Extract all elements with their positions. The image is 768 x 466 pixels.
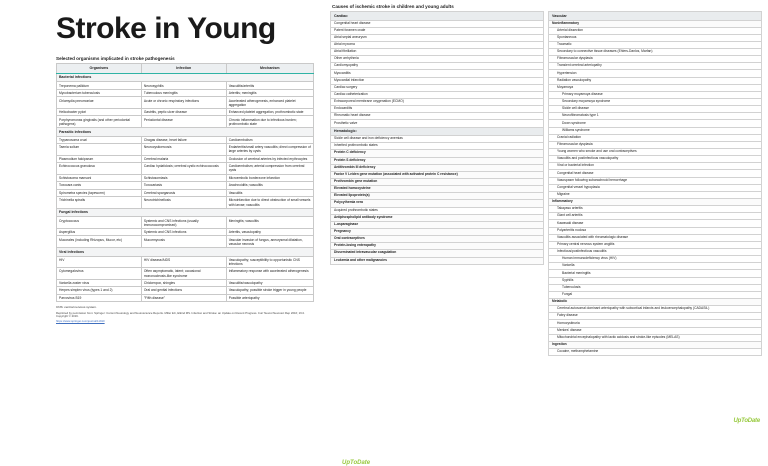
- table-cell: Gastritis, peptic ulcer disease: [141, 108, 226, 115]
- table-row: [57, 236, 314, 248]
- causes-item-label: Atrial myxoma: [331, 41, 544, 48]
- causes-table-vascular: [548, 11, 762, 356]
- table-row: [57, 89, 314, 96]
- table-section-label: Parasitic infections: [57, 128, 314, 137]
- list-item: [331, 84, 544, 91]
- list-item: [331, 99, 544, 106]
- table-cell: Taenia solium: [57, 144, 142, 156]
- causes-item-label: Prothrombin gene mutation: [331, 178, 544, 185]
- table-row: [57, 144, 314, 156]
- table-cell: Accelerated atherogenesis, enhanced platelet aggregation: [226, 97, 313, 109]
- table-cell: Tuberculous meningitis: [141, 89, 226, 96]
- causes-item-label: Congenital heart disease: [549, 170, 762, 177]
- table-cell: Meningitis; vasculitis: [226, 217, 313, 229]
- causes-item-label: Viral or bacterial infection: [549, 163, 762, 170]
- table-cell: Spirometra species (tapeworm): [57, 189, 142, 196]
- causes-item-label: Young women who smoke and use oral contraceptives: [549, 149, 762, 156]
- causes-item-label: Polyarteritis nodosa: [549, 227, 762, 234]
- causes-item-label: Extracorporeal membrane oxygenation (ECMO): [331, 99, 544, 106]
- causes-item-label: Vasculitis associated with rheumatologic disease: [549, 234, 762, 241]
- causes-item-label: Cerebral autosomal dominant arteriopathy with subcortical infarcts and leukoencephalopathy (CADASIL): [549, 306, 762, 313]
- list-item: [549, 177, 762, 184]
- list-item: [331, 228, 544, 235]
- causes-item-label: Traumatic: [549, 41, 762, 48]
- table-row: [57, 136, 314, 143]
- causes-right-column: [548, 11, 762, 356]
- list-item: [331, 34, 544, 41]
- causes-item-label: Tuberculosis: [549, 284, 762, 291]
- list-item: [331, 164, 544, 171]
- causes-item-label: Protein S deficiency: [331, 157, 544, 164]
- list-item: [331, 27, 544, 34]
- table-cell: Cardioembolism; arterial compression from cerebral cysts: [226, 163, 313, 175]
- causes-item-label: Infectious/postinfectious vasculitis: [549, 249, 762, 256]
- list-item: [549, 127, 762, 134]
- causes-section-header: Hematologic:: [331, 127, 544, 136]
- table-cell: Systemic and CNS infections: [141, 228, 226, 235]
- causes-item-label: Sickle cell disease: [549, 106, 762, 113]
- causes-item-label: Rheumatic heart disease: [331, 113, 544, 120]
- list-item: [549, 241, 762, 248]
- list-item: [549, 256, 762, 263]
- table-row: [57, 174, 314, 181]
- list-item: [331, 70, 544, 77]
- causes-item-label: Cardiac catheterization: [331, 91, 544, 98]
- table-cell: Neurosyphilis: [141, 82, 226, 89]
- table-row: [57, 287, 314, 294]
- table-row: [57, 189, 314, 196]
- list-item: [549, 163, 762, 170]
- causes-section-header: Vascular: [549, 12, 762, 21]
- list-item: [549, 134, 762, 141]
- causes-item-label: Pregnancy: [331, 228, 544, 235]
- causes-item-label: Migraine: [549, 191, 762, 198]
- list-item: [549, 298, 762, 305]
- list-item: [549, 341, 762, 348]
- table-cell: Arachnoiditis; vasculitis: [226, 182, 313, 189]
- causes-item-label: Factor V Leiden gene mutation (associated with activated protein C resistance): [331, 171, 544, 178]
- list-item: [331, 136, 544, 143]
- list-item: [331, 49, 544, 56]
- causes-item-label: Fibromuscular dysplasia: [549, 56, 762, 63]
- table-cell: Arteritis, vasculopathy: [226, 228, 313, 235]
- causes-item-label: Primary moyamoya disease: [549, 91, 762, 98]
- table-cell: Cerebral sparganosis: [141, 189, 226, 196]
- list-item: [549, 220, 762, 227]
- causes-item-label: Myocardial infarction: [331, 77, 544, 84]
- table-cell: Cardioembolism: [226, 136, 313, 143]
- causes-item-label: Homocystinuria: [549, 320, 762, 327]
- table-cell: Periodontal disease: [141, 116, 226, 128]
- causes-item-label: Cranial radiation: [549, 134, 762, 141]
- footnote-link[interactable]: https://www.springer.com/journal/11910: [56, 319, 105, 324]
- list-item: [331, 221, 544, 228]
- list-item: [549, 227, 762, 234]
- table-cell: Helicobacter pylori: [57, 108, 142, 115]
- table-cell: Endarteritis/small artery vasculitis; direct compression of large arteries by cysts: [226, 144, 313, 156]
- causes-item-label: Fungal: [549, 291, 762, 298]
- table-cell: Schistosomiasis: [141, 174, 226, 181]
- table-cell: Microembolic borderzone infarction: [226, 174, 313, 181]
- causes-item-label: Takayasu arteritis: [549, 206, 762, 213]
- causes-section-header-row: [549, 12, 762, 21]
- list-item: [331, 171, 544, 178]
- uptodate-logo-right: UpToDate: [733, 418, 760, 424]
- list-item: [549, 191, 762, 198]
- list-item: [331, 77, 544, 84]
- list-item: [331, 56, 544, 63]
- table-cell: Plasmodium falciparum: [57, 155, 142, 162]
- column-header-infection: Infection: [141, 64, 226, 74]
- list-item: [331, 214, 544, 221]
- table-cell: Inflammatory response with accelerated atherogenesis: [226, 268, 313, 280]
- causes-left-column: [330, 11, 544, 356]
- list-item: [331, 63, 544, 70]
- causes-item-label: Mitochondrial encephalopathy with lactic acidosis and stroke-like episodes (MELAS): [549, 334, 762, 341]
- causes-item-label: Transient cerebral arteriopathy: [549, 63, 762, 70]
- causes-item-label: Inflammatory: [549, 199, 762, 206]
- causes-item-label: Leukemia and other malignancies: [331, 257, 544, 264]
- list-item: [331, 178, 544, 185]
- table-row: [57, 279, 314, 286]
- causes-item-label: Disseminated intravascular coagulation: [331, 250, 544, 257]
- column-header-mechanism: Mechanism: [226, 64, 313, 74]
- causes-item-label: Polycythemia vera: [331, 200, 544, 207]
- list-item: [331, 257, 544, 264]
- list-item: [331, 193, 544, 200]
- table-cell: Chickenpox, shingles: [141, 279, 226, 286]
- table-cell: Vasculitis/arteritis: [226, 82, 313, 89]
- list-item: [549, 91, 762, 98]
- causes-section-header: Cardiac:: [331, 12, 544, 21]
- list-item: [331, 120, 544, 127]
- list-item: [549, 291, 762, 298]
- table-cell: Systemic and CNS infections (usually immunocompromised): [141, 217, 226, 229]
- table-cell: Varicella zoster virus: [57, 279, 142, 286]
- table-cell: Vascular invasion of fungus, aneurysmal dilatation, vascular necrosis: [226, 236, 313, 248]
- causes-item-label: Ingestion: [549, 341, 762, 348]
- list-item: [549, 149, 762, 156]
- table-row: [57, 163, 314, 175]
- table-cell: Aspergillus: [57, 228, 142, 235]
- causes-item-label: Acquired prothrombotic states: [331, 207, 544, 214]
- table-cell: Vasculopathy; susceptibility to opportunistic CNS infections: [226, 256, 313, 268]
- causes-item-label: Human immunodeficiency virus (HIV): [549, 256, 762, 263]
- organisms-table-caption: Selected organisms implicated in stroke pathogenesis: [56, 56, 175, 61]
- causes-item-label: Noninflammatory: [549, 20, 762, 27]
- list-item: [331, 20, 544, 27]
- causes-item-label: Fabry disease: [549, 313, 762, 320]
- list-item: [331, 186, 544, 193]
- list-item: [549, 206, 762, 213]
- table-cell: Often asymptomatic, latent; occasional mononucleosis-like syndrome: [141, 268, 226, 280]
- table-cell: Chagas disease, heart failure: [141, 136, 226, 143]
- list-item: [331, 250, 544, 257]
- list-item: [549, 199, 762, 206]
- list-item: [549, 141, 762, 148]
- list-item: [331, 157, 544, 164]
- list-item: [331, 243, 544, 250]
- table-cell: Occlusion of cerebral arteries by infected erythrocytes: [226, 155, 313, 162]
- causes-item-label: Congenital heart disease: [331, 20, 544, 27]
- causes-item-label: Atrial fibrillation: [331, 49, 544, 56]
- table-cell: "Fifth disease": [141, 294, 226, 301]
- table-row: [57, 82, 314, 89]
- list-item: [549, 270, 762, 277]
- table-section-label: Viral infections: [57, 248, 314, 257]
- table-row: [57, 268, 314, 280]
- table-cell: Possible arteriopathy: [226, 294, 313, 301]
- list-item: [549, 313, 762, 320]
- causes-item-label: Kawasaki disease: [549, 220, 762, 227]
- table-cell: Microinfarction due to direct obstruction of small vessels with larvae; vasculitis: [226, 197, 313, 209]
- list-item: [549, 320, 762, 327]
- causes-item-label: Moyamoya: [549, 84, 762, 91]
- table-cell: Vasculitis/vasculopathy: [226, 279, 313, 286]
- table-row: [57, 294, 314, 301]
- footnote-reprint: Reprinted by permission from: Springer: Current Neurology and Neuroscience Reports. Miller EC, Elkind MS. Infection and Stroke: an Update on Recent Progress. Curr Neurol Neurosci Rep 2016; 16:2. Copyright © 2016.: [56, 310, 305, 319]
- list-item: [331, 113, 544, 120]
- causes-item-label: Congenital vessel hypoplasia: [549, 184, 762, 191]
- table-row: [57, 217, 314, 229]
- table-cell: Cytomegalovirus: [57, 268, 142, 280]
- list-item: [549, 49, 762, 56]
- table-header-row: [57, 64, 314, 74]
- causes-item-label: Atrial septal aneurysm: [331, 34, 544, 41]
- list-item: [549, 56, 762, 63]
- table-cell: Treponema pallidum: [57, 82, 142, 89]
- causes-item-label: Arterial dissection: [549, 27, 762, 34]
- list-item: [549, 84, 762, 91]
- list-item: [549, 170, 762, 177]
- table-cell: Neurotrichinellosis: [141, 197, 226, 209]
- table-cell: Cardiac hydatidosis; cerebral cystic echinococcosis: [141, 163, 226, 175]
- table-cell: Parvovirus B19: [57, 294, 142, 301]
- table-row: [57, 197, 314, 209]
- causes-item-label: Sickle cell disease and iron deficiency anemias: [331, 136, 544, 143]
- causes-item-label: Elevated homocysteine: [331, 186, 544, 193]
- list-item: [331, 200, 544, 207]
- table-cell: Cerebral malaria: [141, 155, 226, 162]
- list-item: [549, 34, 762, 41]
- list-item: [331, 236, 544, 243]
- causes-item-label: Endocarditis: [331, 106, 544, 113]
- causes-item-label: Cardiac surgery: [331, 84, 544, 91]
- table-cell: Chronic inflammation due to infectious burden; prothrombotic state: [226, 116, 313, 128]
- list-item: [549, 263, 762, 270]
- table-cell: Porphyromonas gingivalis (and other periodontal pathogens): [57, 116, 142, 128]
- causes-item-label: Down syndrome: [549, 120, 762, 127]
- causes-item-label: Syphilis: [549, 277, 762, 284]
- list-item: [549, 234, 762, 241]
- causes-item-label: Oral contraceptives: [331, 236, 544, 243]
- table-section-row: [57, 128, 314, 137]
- list-item: [549, 20, 762, 27]
- table-section-label: Fungal infections: [57, 208, 314, 217]
- causes-item-label: Inherited prothrombotic states: [331, 143, 544, 150]
- table-cell: Mucorales (including Rhizopus, Mucor, etc): [57, 236, 142, 248]
- table-cell: Schistosoma mansoni: [57, 174, 142, 181]
- causes-item-label: Hypertension: [549, 70, 762, 77]
- causes-item-label: Antithrombin III deficiency: [331, 164, 544, 171]
- causes-item-label: Varicella: [549, 263, 762, 270]
- list-item: [549, 41, 762, 48]
- organisms-table: [56, 63, 314, 302]
- causes-item-label: Prosthetic valve: [331, 120, 544, 127]
- page-title: Stroke in Young: [56, 12, 276, 45]
- list-item: [549, 306, 762, 313]
- causes-item-label: Secondary moyamoya syndrome: [549, 99, 762, 106]
- list-item: [331, 143, 544, 150]
- table-row: [57, 116, 314, 128]
- causes-section-header-row: [331, 127, 544, 136]
- causes-item-label: Menkes' disease: [549, 327, 762, 334]
- list-item: [331, 91, 544, 98]
- list-item: [549, 284, 762, 291]
- causes-item-label: Williams syndrome: [549, 127, 762, 134]
- table-footnotes: [56, 305, 314, 323]
- causes-item-label: Antiphospholipid antibody syndrome: [331, 214, 544, 221]
- table-cell: Mucormycosis: [141, 236, 226, 248]
- causes-item-label: Radiation vasculopathy: [549, 77, 762, 84]
- list-item: [549, 70, 762, 77]
- list-item: [549, 27, 762, 34]
- causes-item-label: Protein C deficiency: [331, 150, 544, 157]
- causes-item-label: Vasculitis and postinfectious vasculopathy: [549, 156, 762, 163]
- causes-item-label: Primary central nervous system angiitis: [549, 241, 762, 248]
- causes-item-label: Fibromuscular dysplasia: [549, 141, 762, 148]
- list-item: [331, 41, 544, 48]
- table-section-row: [57, 208, 314, 217]
- table-cell: Chlamydia pneumoniae: [57, 97, 142, 109]
- table-cell: Trypanosoma cruzi: [57, 136, 142, 143]
- causes-item-label: Metabolic: [549, 298, 762, 305]
- table-row: [57, 182, 314, 189]
- causes-item-label: Spontaneous: [549, 34, 762, 41]
- list-item: [331, 207, 544, 214]
- table-cell: HIV: [57, 256, 142, 268]
- list-item: [549, 334, 762, 341]
- table-row: [57, 228, 314, 235]
- table-row: [57, 256, 314, 268]
- table-section-row: [57, 73, 314, 82]
- list-item: [331, 106, 544, 113]
- uptodate-logo-left: UpToDate: [342, 460, 371, 466]
- table-row: [57, 155, 314, 162]
- causes-item-label: Other arrhythmia: [331, 56, 544, 63]
- table-cell: Oral and genital infections: [141, 287, 226, 294]
- table-cell: Toxocara canis: [57, 182, 142, 189]
- table-cell: Toxocariasis: [141, 182, 226, 189]
- causes-item-label: Cardiomyopathy: [331, 63, 544, 70]
- table-row: [57, 97, 314, 109]
- list-item: [549, 249, 762, 256]
- table-section-label: Bacterial infections: [57, 73, 314, 82]
- list-item: [549, 113, 762, 120]
- list-item: [549, 277, 762, 284]
- causes-item-label: Secondary to connective tissue diseases (Ehlers-Danlos, Marfan): [549, 49, 762, 56]
- table-cell: Mycobacterium tuberculosis: [57, 89, 142, 96]
- causes-item-label: Vasospasm following subarachnoid hemorrhage: [549, 177, 762, 184]
- list-item: [549, 77, 762, 84]
- causes-item-label: Patent foramen ovale: [331, 27, 544, 34]
- footnote-abbreviation: CNS: central nervous system.: [56, 305, 97, 310]
- causes-item-label: Elevated lipoprotein(a): [331, 193, 544, 200]
- table-row: [57, 108, 314, 115]
- causes-item-label: Giant cell arteritis: [549, 213, 762, 220]
- column-header-organisms: Organisms: [57, 64, 142, 74]
- list-item: [549, 213, 762, 220]
- table-cell: Herpes simplex virus (types 1 and 2): [57, 287, 142, 294]
- table-cell: Arteritis; meningitis: [226, 89, 313, 96]
- causes-item-label: Bacterial meningitis: [549, 270, 762, 277]
- table-cell: Neurocysticercosis: [141, 144, 226, 156]
- table-cell: Vasculopathy; possible stroke trigger in young people: [226, 287, 313, 294]
- list-item: [549, 327, 762, 334]
- causes-item-label: Protein-losing enteropathy: [331, 243, 544, 250]
- causes-table-cardiac-hematologic: [330, 11, 544, 265]
- list-item: [549, 99, 762, 106]
- list-item: [331, 150, 544, 157]
- causes-item-label: Myocarditis: [331, 70, 544, 77]
- right-panel: [330, 4, 766, 428]
- table-cell: Trichinella spiralis: [57, 197, 142, 209]
- table-cell: Echinococcus granulosa: [57, 163, 142, 175]
- list-item: [549, 63, 762, 70]
- causes-table-title: Causes of ischemic stroke in children and young adults: [332, 4, 454, 9]
- causes-item-label: Neurofibromatosis type 1: [549, 113, 762, 120]
- table-cell: Enhanced platelet aggregation, prothrombotic state: [226, 108, 313, 115]
- table-cell: HIV disease/AIDS: [141, 256, 226, 268]
- table-cell: Acute or chronic respiratory infections: [141, 97, 226, 109]
- table-section-row: [57, 248, 314, 257]
- list-item: [549, 184, 762, 191]
- table-cell: Cryptococcus: [57, 217, 142, 229]
- table-cell: Vasculitis: [226, 189, 313, 196]
- causes-item-label: Cocaine, methamphetamine: [549, 348, 762, 355]
- list-item: [549, 120, 762, 127]
- causes-section-header-row: [331, 12, 544, 21]
- list-item: [549, 156, 762, 163]
- causes-item-label: L-asparaginase: [331, 221, 544, 228]
- list-item: [549, 348, 762, 355]
- list-item: [549, 106, 762, 113]
